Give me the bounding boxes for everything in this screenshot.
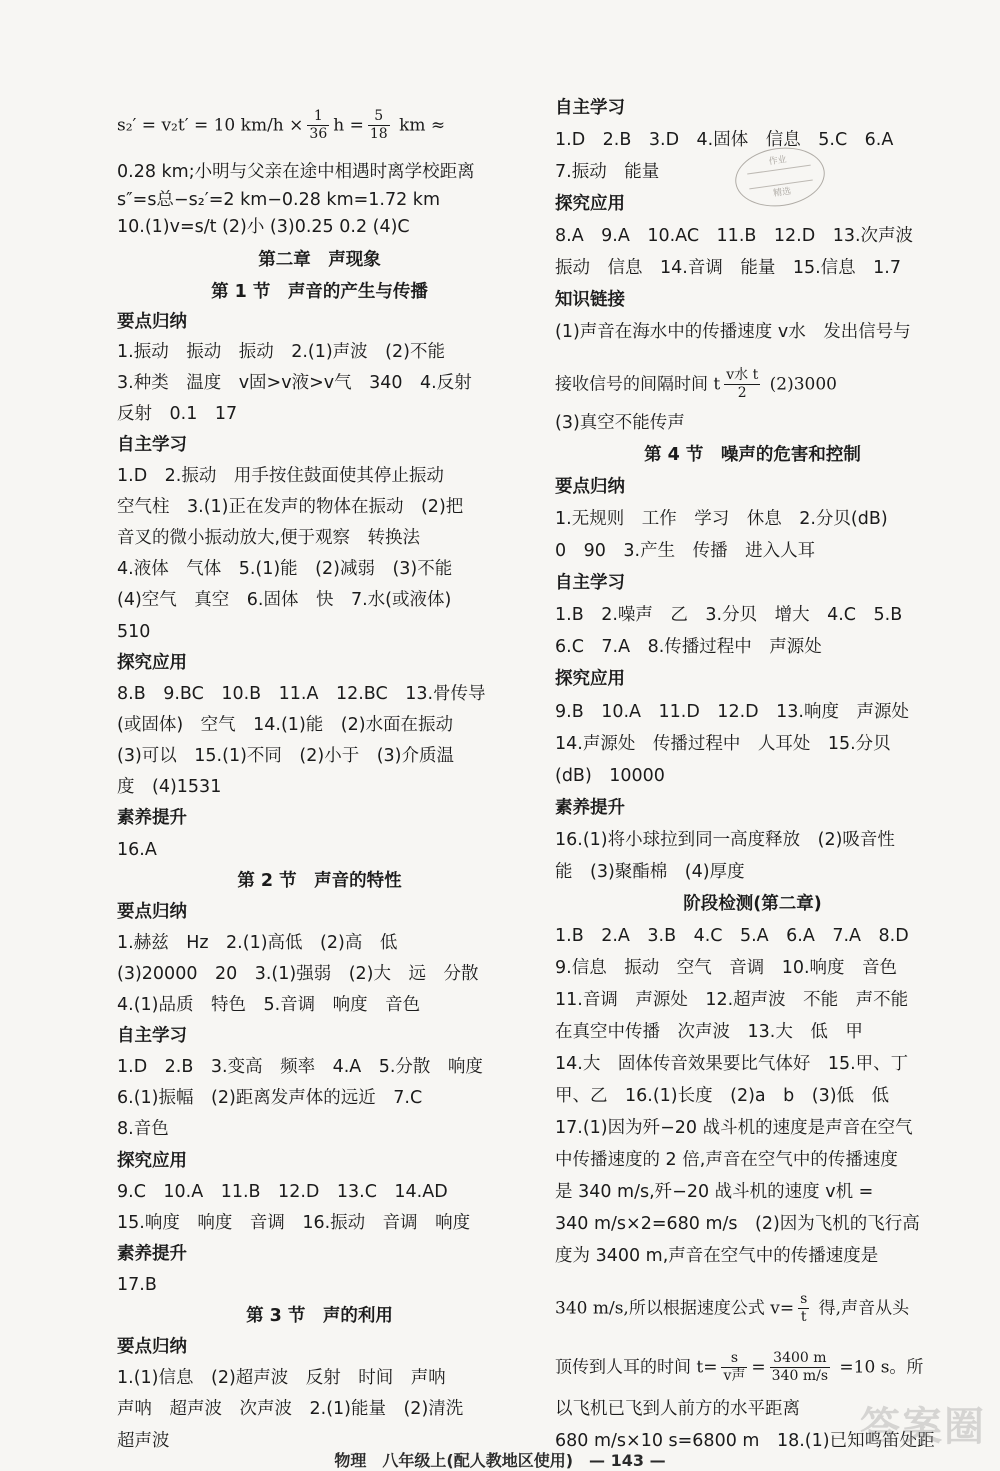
answer-line: 1.无规则 工作 学习 休息 2.分贝(dB)	[555, 509, 888, 529]
stamp-text-2: 精选	[772, 186, 792, 200]
answer-line: (3)真空不能传声	[555, 413, 685, 433]
answer-line: 4.液体 气体 5.(1)能 (2)减弱 (3)不能	[117, 559, 453, 579]
answer-line: 空气柱 3.(1)正在发声的物体在振动 (2)把	[117, 497, 464, 517]
answer-line: 甲、乙 16.(1)长度 (2)a b (3)低 低	[555, 1086, 890, 1106]
answer-line: s″=s总−s₂′=2 km−0.28 km=1.72 km	[117, 190, 440, 210]
section-title: 第 3 节 声的利用	[246, 1306, 393, 1326]
answer-line: 1.D 2.B 3.变高 频率 4.A 5.分散 响度	[117, 1057, 483, 1077]
answer-line: 1.赫兹 Hz 2.(1)高低 (2)高 低	[117, 933, 398, 953]
answer-line: 9.B 10.A 11.D 12.D 13.响度 声源处	[555, 702, 909, 722]
answer-line: 1.(1)信息 (2)超声波 反射 时间 声呐	[117, 1368, 446, 1388]
answer-line: 6.C 7.A 8.传播过程中 声源处	[555, 637, 822, 657]
answer-line: 顶传到人耳的时间 t= $\frac{s}{\text{v声}}$ = $\frac{3400 m}{340 m/s}$ =10 s。所	[555, 1350, 924, 1384]
page-footer: 物理 八年级上(配人教地区使用) — 143 —	[334, 1451, 666, 1470]
answer-line: 1.B 2.噪声 乙 3.分贝 增大 4.C 5.B	[555, 605, 903, 625]
section-title: 第 2 节 声音的特性	[237, 871, 402, 891]
answer-line: (3)20000 20 3.(1)强弱 (2)大 远 分散	[117, 964, 479, 984]
fraction: $\frac{s}{t}$	[800, 1291, 808, 1325]
section-heading: 自主学习	[555, 573, 625, 593]
stamp-bar	[747, 165, 813, 190]
answer-line: 15.响度 响度 音调 16.振动 音调 响度	[117, 1213, 471, 1233]
answer-line: (1)声音在海水中的传播速度 v水 发出信号与	[555, 322, 911, 342]
answer-line: 680 m/s×10 s=6800 m 18.(1)已知鸣笛处距	[555, 1431, 935, 1451]
fraction: $\frac{1}{36}$	[309, 108, 328, 142]
answer-line: 1.D 2.B 3.D 4.固体 信息 5.C 6.A	[555, 130, 894, 150]
answer-line: 8.A 9.A 10.AC 11.B 12.D 13.次声波	[555, 226, 914, 246]
answer-line: 340 m/s,所以根据速度公式 v= $\frac{s}{t}$ 得,声音从头	[555, 1291, 910, 1325]
answer-line: 能 (3)聚酯棉 (4)厚度	[555, 862, 745, 882]
fraction: $\frac{3400 m}{340 m/s}$	[771, 1350, 829, 1384]
fraction: $\frac{s}{\text{v声}}$	[723, 1350, 746, 1384]
answer-line: 340 m/s×2=680 m/s (2)因为飞机的飞行高	[555, 1214, 920, 1234]
fraction: $\frac{\text{v水 t}}{2}$	[726, 367, 759, 401]
answer-line: 9.C 10.A 11.B 12.D 13.C 14.AD	[117, 1182, 448, 1202]
section-heading: 素养提升	[117, 808, 187, 828]
watermark: 答案圈	[860, 1404, 986, 1450]
answer-line: 1.D 2.振动 用手按住鼓面使其停止振动	[117, 466, 444, 486]
section-title: 第 1 节 声音的产生与传播	[211, 282, 428, 302]
section-heading: 素养提升	[117, 1244, 187, 1264]
answer-line: 是 340 m/s,歼−20 战斗机的速度 v机 =	[555, 1182, 874, 1202]
answer-line: 8.音色	[117, 1119, 169, 1139]
answer-line: 0 90 3.产生 传播 进入人耳	[555, 541, 816, 561]
section-title: 第 4 节 噪声的危害和控制	[644, 445, 861, 465]
section-heading: 要点归纳	[555, 477, 625, 497]
fraction: $\frac{5}{18}$	[369, 108, 388, 142]
answer-line: 0.28 km;小明与父亲在途中相遇时离学校距离	[117, 162, 475, 182]
section-title: 第二章 声现象	[258, 250, 381, 270]
stamp-seal	[731, 142, 828, 212]
answer-line: 中传播速度的 2 倍,声音在空气中的传播速度	[555, 1150, 898, 1170]
answer-line: 振动 信息 14.音调 能量 15.信息 1.7	[555, 258, 901, 278]
answer-line: 度 (4)1531	[117, 777, 222, 797]
answer-line: 16.A	[117, 840, 157, 860]
answer-line: 17.B	[117, 1275, 157, 1295]
answer-line: 3.种类 温度 v固>v液>v气 340 4.反射	[117, 373, 472, 393]
answer-line: (或固体) 空气 14.(1)能 (2)水面在振动	[117, 715, 454, 735]
answer-line: 超声波	[117, 1431, 170, 1451]
answer-line: 11.音调 声源处 12.超声波 不能 声不能	[555, 990, 909, 1010]
answer-line: s₂′ = v₂t′ = 10 km/h × $\frac{1}{36}$ h = $\frac{5}{18}$ km ≈	[117, 108, 446, 142]
answer-line: 14.大 固体传音效果要比气体好 15.甲、丁	[555, 1054, 909, 1074]
answer-line: 16.(1)将小球拉到同一高度释放 (2)吸音性	[555, 830, 895, 850]
answer-line: 8.B 9.BC 10.B 11.A 12.BC 13.骨传导	[117, 684, 486, 704]
section-title: 阶段检测(第二章)	[683, 894, 822, 914]
answer-line: 14.声源处 传播过程中 人耳处 15.分贝	[555, 734, 891, 754]
section-heading: 要点归纳	[117, 1337, 187, 1357]
section-heading: 自主学习	[117, 435, 187, 455]
answer-line: 反射 0.1 17	[117, 404, 238, 424]
stamp-text-1: 作业	[768, 154, 788, 168]
section-heading: 要点归纳	[117, 902, 187, 922]
answer-line: (3)可以 15.(1)不同 (2)小于 (3)介质温	[117, 746, 454, 766]
answer-line: 以飞机已飞到人前方的水平距离	[555, 1399, 800, 1419]
section-heading: 自主学习	[117, 1026, 187, 1046]
answer-line: 1.振动 振动 振动 2.(1)声波 (2)不能	[117, 342, 445, 362]
section-heading: 探究应用	[117, 653, 187, 673]
section-heading: 探究应用	[555, 194, 625, 214]
section-heading: 自主学习	[555, 98, 625, 118]
section-heading: 探究应用	[117, 1151, 187, 1171]
answer-line: 510	[117, 622, 151, 642]
answer-line: 接收信号的间隔时间 t $\frac{\text{v水 t}}{2}$ (2)3000	[555, 367, 837, 401]
answer-line: 6.(1)振幅 (2)距离发声体的远近 7.C	[117, 1088, 423, 1108]
answer-line: 7.振动 能量	[555, 162, 660, 182]
answer-line: 10.(1)v=s/t (2)小 (3)0.25 0.2 (4)C	[117, 217, 410, 237]
answer-line: 在真空中传播 次声波 13.大 低 甲	[555, 1022, 863, 1042]
section-heading: 素养提升	[555, 798, 625, 818]
answer-line: 音叉的微小振动放大,便于观察 转换法	[117, 528, 421, 548]
answer-line: 4.(1)品质 特色 5.音调 响度 音色	[117, 995, 421, 1015]
section-heading: 要点归纳	[117, 312, 187, 332]
answer-line: 9.信息 振动 空气 音调 10.响度 音色	[555, 958, 898, 978]
section-heading: 探究应用	[555, 669, 625, 689]
answer-line: 声呐 超声波 次声波 2.(1)能量 (2)清洗	[117, 1399, 464, 1419]
answer-line: (dB) 10000	[555, 766, 665, 786]
answer-line: 17.(1)因为歼−20 战斗机的速度是声音在空气	[555, 1118, 913, 1138]
answer-line: (4)空气 真空 6.固体 快 7.水(或液体)	[117, 590, 452, 610]
answer-line: 1.B 2.A 3.B 4.C 5.A 6.A 7.A 8.D	[555, 926, 909, 946]
section-heading: 知识链接	[555, 290, 625, 310]
answer-line: 度为 3400 m,声音在空气中的传播速度是	[555, 1246, 879, 1266]
